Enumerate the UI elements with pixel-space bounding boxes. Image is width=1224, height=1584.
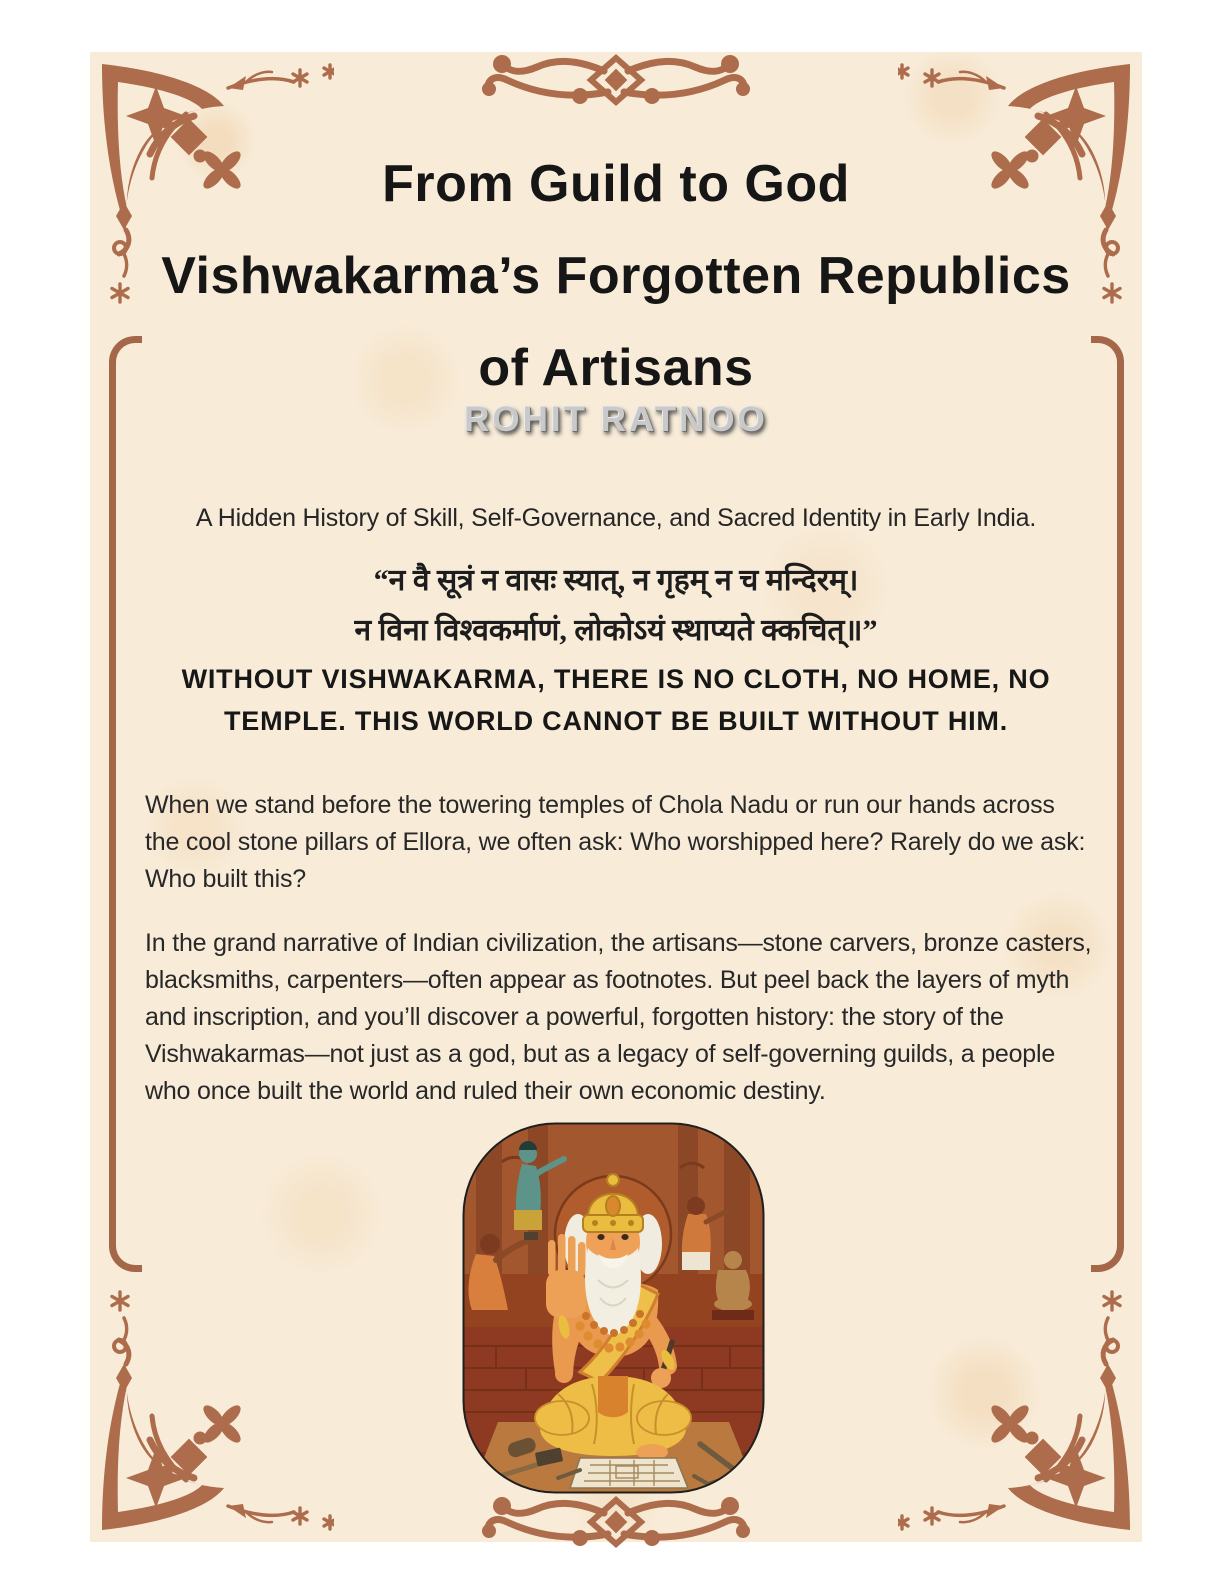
sanskrit-verse-line-2: न विना विश्वकर्माणं, लोकोऽयं स्थाप्यते क्कचित्॥” xyxy=(354,614,878,647)
scroll-divider-icon xyxy=(481,1494,751,1550)
body-paragraph-2: In the grand narrative of Indian civilization, the artisans—stone carvers, bronze casters, blacksmiths, carpenters—often appear as footnotes. But peel back the layers of myth and inscription, and you’ll discover a powerful, forgotten history: the story of the Vishwakarmas—not just as a god, but as a legacy of self-governing guilds, a people who once built the world and ruled their own economic destiny. xyxy=(145,929,1092,1105)
title-line-2: Vishwakarma’s Forgotten Republics xyxy=(161,247,1071,305)
corner-flourish-icon xyxy=(94,1288,334,1538)
author-name: ROHIT RATNOO xyxy=(464,400,768,439)
page-title xyxy=(90,138,1142,414)
title-line-3: of Artisans xyxy=(478,339,754,397)
vishwakarma-illustration xyxy=(462,1122,765,1494)
verse-translation-line-2: TEMPLE. THIS WORLD CANNOT BE BUILT WITHOUT HIM. xyxy=(223,706,1009,736)
left-border-bracket xyxy=(109,336,142,1272)
right-border-bracket xyxy=(1091,336,1124,1272)
body-paragraph-1: When we stand before the towering temples of Chola Nadu or run our hands across the cool stone pillars of Ellora, we often ask: Who worshipped here? Rarely do we ask: Who built this? xyxy=(145,791,1086,893)
verse-translation-line-1: WITHOUT VISHWAKARMA, THERE IS NO CLOTH, NO HOME, NO xyxy=(181,664,1051,694)
parchment-panel xyxy=(90,52,1142,1542)
subtitle-text: A Hidden History of Skill, Self-Governance, and Sacred Identity in Early India. xyxy=(195,504,1037,532)
title-line-1: From Guild to God xyxy=(382,155,850,213)
sanskrit-verse-line-1: “न वै सूत्रं न वासः स्यात्, न गृहम् न च मन्दिरम्। xyxy=(373,564,859,597)
corner-flourish-icon xyxy=(898,1288,1138,1538)
scroll-divider-icon xyxy=(481,52,751,108)
